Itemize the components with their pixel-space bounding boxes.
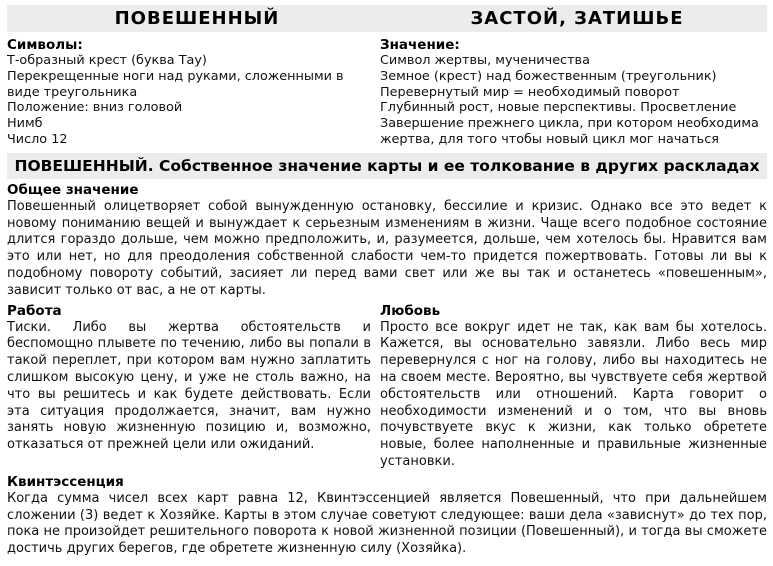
card-name-title: ПОВЕШЕННЫЙ <box>114 8 280 29</box>
quintessence-heading: Квинтэссенция <box>7 473 124 490</box>
general-meaning-section <box>7 182 767 300</box>
symbols-heading: Символы: <box>7 37 83 53</box>
work-text: Тиски. Либо вы жертва обстоятельств и беспомощно плывете по течению, либо вы попали в такой переплет, при котором вам нужно заплатить слишком высокую цену, и уже не столь важно, на что вы решитесь и как будете действовать. Если эта ситуация продолжается, значит, вам нужно занять новую жизненную позицию и, возможно, отказаться от прежней цели или ожиданий. <box>7 319 371 453</box>
section-banner: ПОВЕШЕННЫЙ. Собственное значение карты и ее толкование в других раскладах <box>7 153 767 179</box>
symbols-item: Нимб <box>7 116 43 132</box>
symbols-item: Т-образный крест (буква Тау) <box>7 53 207 68</box>
love-text: Просто все вокруг идет не так, как вам бы хотелось. Кажется, вы основательно завязли. Либо весь мир перевернулся с ног на голову, либо вы находитесь не на своем месте. Вероятно, вы чувствуете себя жертвой обстоятельств или отношений. Карта говорит о необходимости изменений и о том, что вы вновь почувствуете вкус к жизни, как только обретете новые, более наполненные и правильные жизненные установки. <box>380 319 767 469</box>
general-meaning-text: Повешенный олицетворяет собой вынужденную остановку, бессилие и кризис. Однако все это ведет к новому пониманию вещей и вынуждает к серьезным изменениям в жизни. Чаще всего подобное состояние длится гораздо дольше, чем можно предположить, и, разумеется, дольше, чем хотелось бы. Нравится вам это или нет, но для преодоления собственной слабости чем-то придется пожертвовать. Готовы ли вы к подобному повороту событий, засияет ли перед вами свет или же вы так и останетесь «повешенным», зависит только от вас, а не от карты. <box>7 198 767 298</box>
card-title-band <box>7 5 767 32</box>
work-section <box>7 300 371 471</box>
meaning-item: Земное (крест) над божественным (треугольник) <box>380 68 717 84</box>
meaning-item: Символ жертвы, мученичества <box>380 53 590 68</box>
work-heading: Работа <box>7 302 62 319</box>
meaning-heading: Значение: <box>380 37 460 53</box>
card-keywords-title: ЗАСТОЙ, ЗАТИШЬЕ <box>470 8 684 29</box>
work-love-row <box>7 300 767 471</box>
meaning-item: Перевернутый мир = необходимый поворот <box>380 84 680 100</box>
meaning-item: Завершение прежнего цикла, при котором необходима жертва, для того чтобы новый цикл мог начаться <box>380 116 759 147</box>
meaning-item: Глубинный рост, новые перспективы. Просветление <box>380 100 737 116</box>
symbols-item: Перекрещенные ноги над руками, сложенными в виде треугольника <box>7 68 344 100</box>
love-heading: Любовь <box>380 302 441 319</box>
general-meaning-heading: Общее значение <box>7 181 139 198</box>
meaning-section <box>380 37 767 148</box>
quintessence-section <box>7 474 767 558</box>
symbols-item: Положение: вниз головой <box>7 100 183 116</box>
love-section <box>380 300 767 471</box>
symbols-item: Число 12 <box>7 131 68 147</box>
quintessence-text: Когда сумма чисел всех карт равна 12, Квинтэссенцией является Повешенный, что при дальнейшем сложении (3) ведет к Хозяйке. Карты в этом случае советуют следующее: ваши дела «зависнут» до тех пор, пока не произойдет решительного поворота к новой жизненной позиции (Повешенный), и тогда вы сможете достичь других берегов, где обретете жизненную силу (Хозяйка). <box>7 490 767 557</box>
symbols-section <box>7 37 371 148</box>
symbols-meaning-row <box>7 37 767 148</box>
